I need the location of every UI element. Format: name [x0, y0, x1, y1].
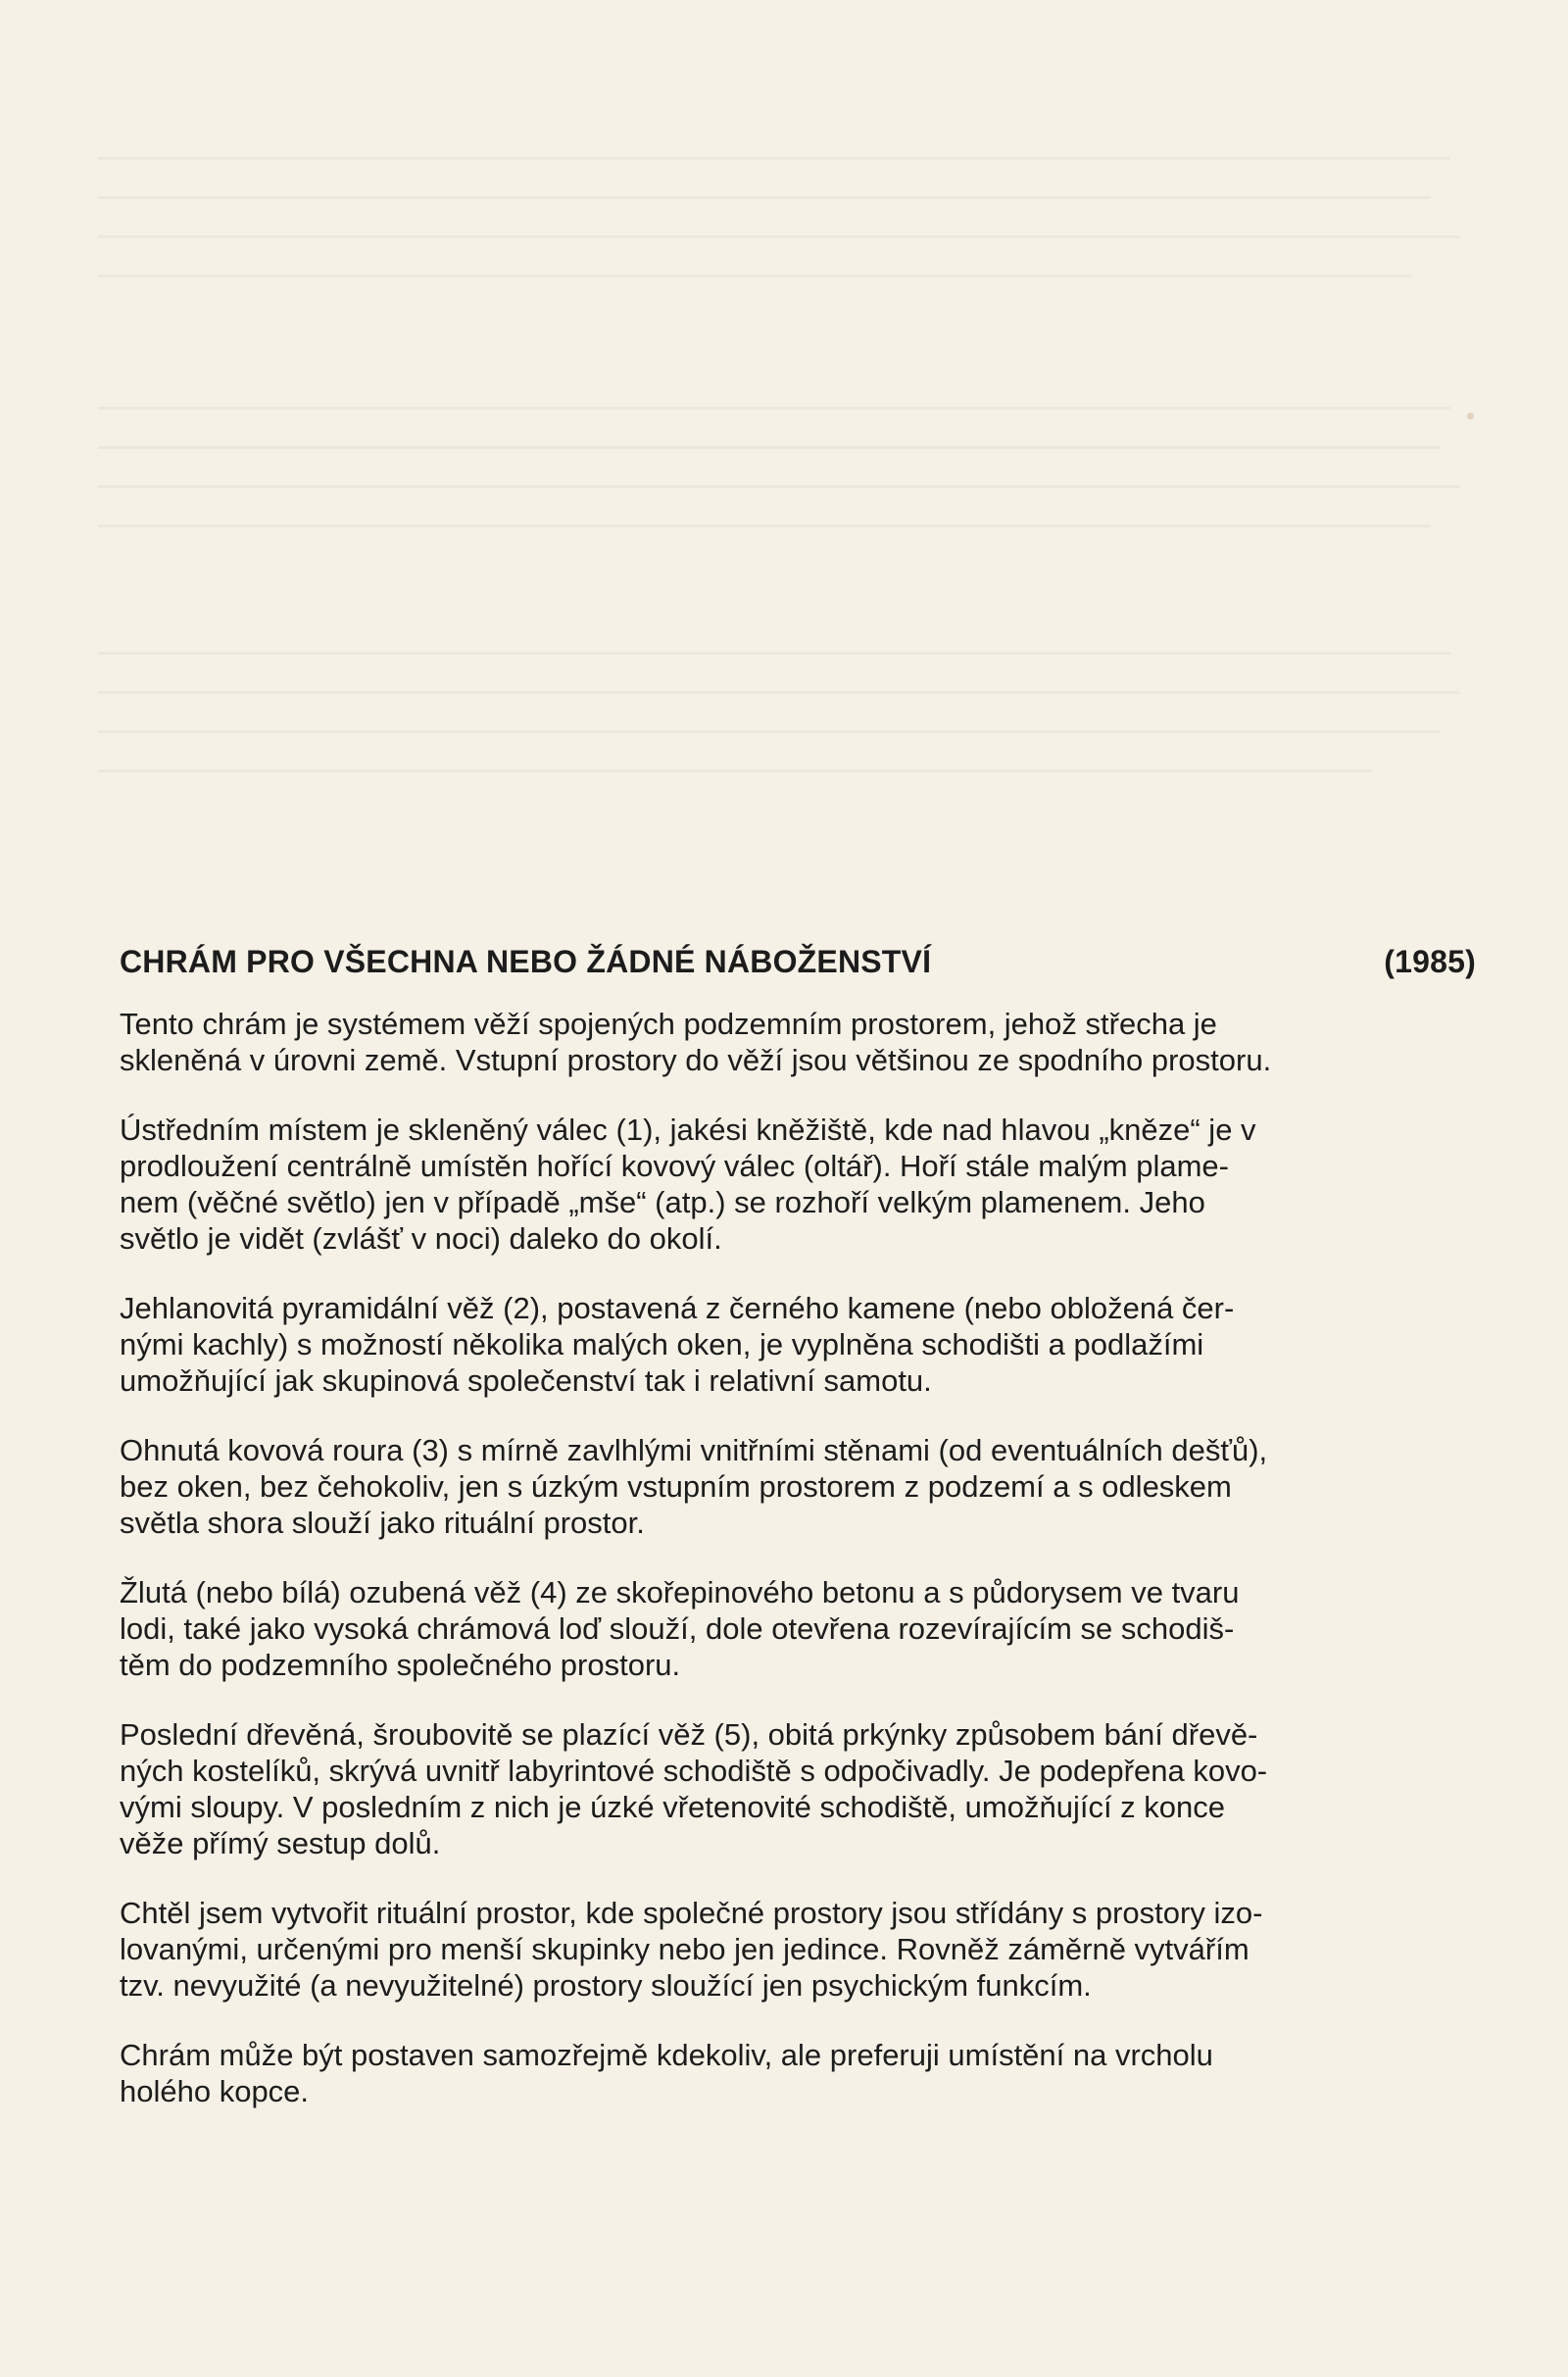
paper-speck [1467, 413, 1474, 420]
show-through-line [98, 652, 1450, 655]
article-heading [120, 944, 1482, 980]
show-through-line [98, 235, 1460, 238]
show-through-line [98, 524, 1431, 527]
show-through-line [98, 485, 1460, 488]
show-through-line [98, 446, 1441, 449]
paragraph-location: Chrám může být postaven samozřejmě kdekoliv, ale preferuji umístění na vrcholu holého kopce. [120, 2038, 1213, 2108]
show-through-line [98, 274, 1411, 277]
show-through-line [98, 769, 1372, 772]
paragraph-glass-cylinder: Ústředním místem je skleněný válec (1), jakési kněžiště, kde nad hlavou „kněze“ je v prodloužení centrálně umístěn hořící kovový válec (oltář). Hoří stále malým plame- nem (věčné světlo) jen v případě „mše“ (atp.) se rozhoří velkým plamenem. Jeho světlo je vidět (zvlášť v noci) daleko do okolí. [120, 1113, 1256, 1256]
show-through-line [98, 407, 1450, 410]
paragraph-metal-pipe: Ohnutá kovová roura (3) s mírně zavlhlými vnitřními stěnami (od eventuálních dešťů), bez oken, bez čehokoliv, jen s úzkým vstupním prostorem z podzemí a s odleskem světla shora slouží jako rituální prostor. [120, 1433, 1268, 1540]
show-through-line [98, 730, 1441, 733]
paragraph-pyramid-tower: Jehlanovitá pyramidální věž (2), postavená z černého kamene (nebo obložená čer- nými kachly) s možností několika malých oken, je vyplněna schodišti a podlažími umožňující jak skupinová společenství tak i relativní samotu. [120, 1291, 1235, 1398]
paragraph-wooden-tower: Poslední dřevěná, šroubovitě se plazící věž (5), obitá prkýnky způsobem bání dřevě- ných kostelíků, skrývá uvnitř labyrintové schodiště s odpočivadly. Je podepřena kovo- vými sloupy. V posledním z nich je úzké vřetenovité schodiště, umožňující z konce věže přímý sestup dolů. [120, 1717, 1268, 1860]
paragraph-ritual-space: Chtěl jsem vytvořit rituální prostor, kde společné prostory jsou střídány s prostory izo- lovanými, určenými pro menší skupinky nebo jen jedince. Rovněž záměrně vytvářím tzv. nevyužité (a nevyužitelné) prostory sloužící jen psychickým funkcím. [120, 1896, 1263, 2003]
show-through-line [98, 196, 1431, 199]
show-through-line [98, 157, 1450, 160]
article-title: CHRÁM PRO VŠECHNA NEBO ŽÁDNÉ NÁBOŽENSTVÍ [120, 944, 932, 979]
article [120, 944, 1482, 2143]
paragraph-intro: Tento chrám je systémem věží spojených podzemním prostorem, jehož střecha je skleněná v úrovni země. Vstupní prostory do věží jsou většinou ze spodního prostoru. [120, 1007, 1272, 1077]
article-year: (1985) [1384, 944, 1476, 979]
paragraph-yellow-tower: Žlutá (nebo bílá) ozubená věž (4) ze skořepinového betonu a s půdorysem ve tvaru lodi, také jako vysoká chrámová loď slouží, dole otevřena rozevírajícím se schodiš- těm do podzemního společného prostoru. [120, 1575, 1240, 1682]
show-through-line [98, 691, 1460, 694]
